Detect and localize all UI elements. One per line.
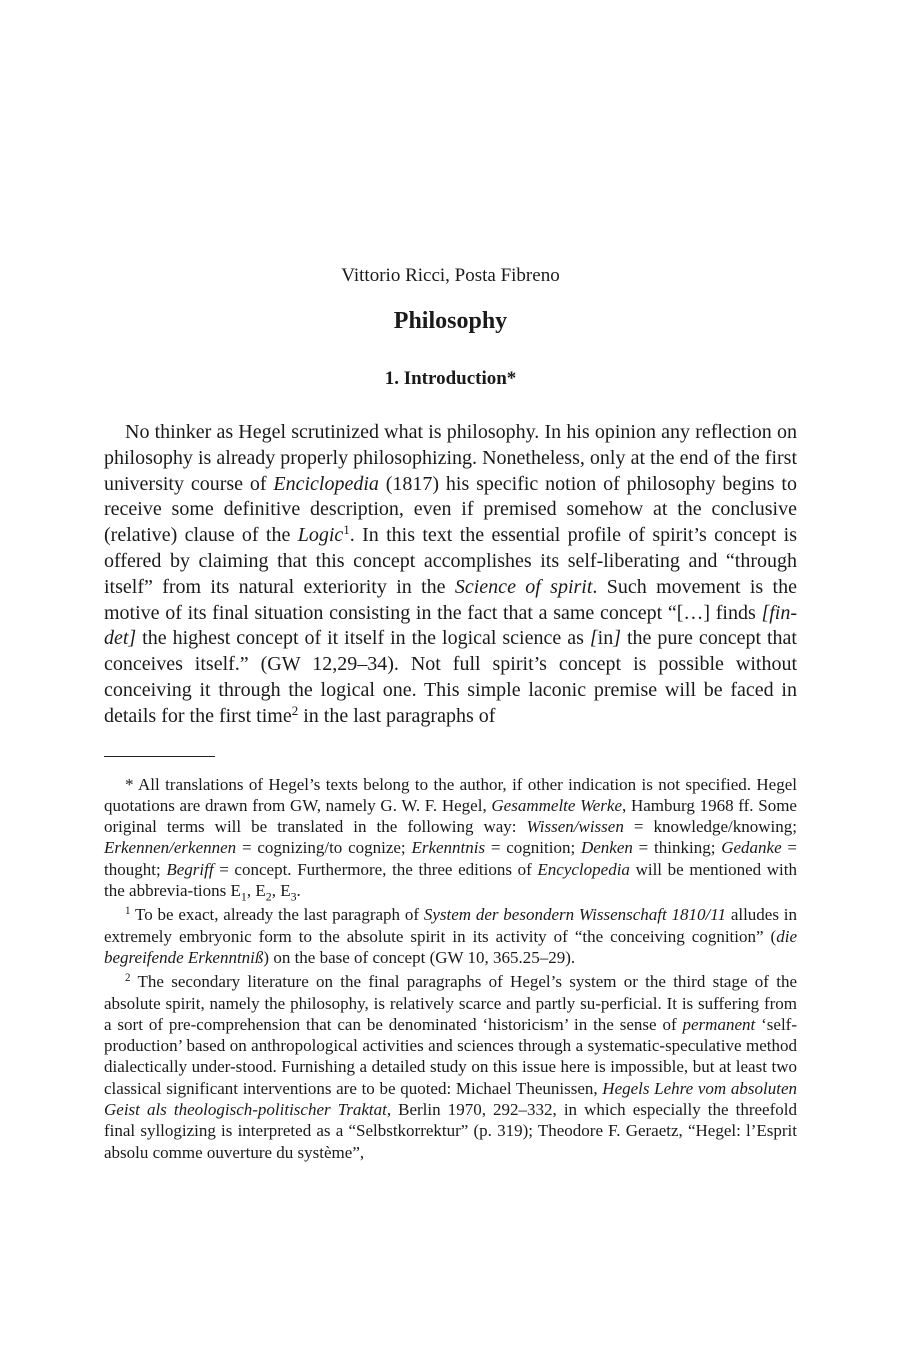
body-paragraph [104, 420, 797, 730]
footnote-number: 1 [125, 905, 131, 918]
italic-term: Science of spirit [454, 575, 593, 598]
text-span: in [597, 627, 614, 650]
text-span: No thinker as Hegel scrutinized what is philosophy. In his opinion any reflection on philosophy is already properly philosophizing. Nonetheless, only at the end of the first university course of [104, 421, 797, 495]
italic-term: [fin-det] [104, 601, 797, 650]
text-span: = knowledge/knowing; [623, 817, 797, 837]
footnote-number: 2 [125, 972, 131, 985]
footnotes [104, 774, 797, 1163]
text-span: ) on the base of concept (GW 10, 365.25–29). [263, 947, 576, 967]
text-span: , Berlin 1970, 292–332, in which especially the threefold final syllogizing is interpreted as a “Selbstkorrektur” (p. 319); Theodore F. Geraetz, “Hegel: l’Esprit absolu comme ouverture du système”, [104, 1100, 797, 1162]
text-span: alludes in extremely embryonic form to the absolute spirit in its activity of “the conceiving cognition” ( [104, 905, 797, 946]
text-span: , E [246, 881, 266, 901]
text-span: = cognizing/to cognize; [236, 838, 412, 858]
text-span: the highest concept of it itself in the logical science as [136, 627, 590, 650]
section-heading: 1. Introduction* [384, 368, 517, 389]
subscript: 2 [265, 889, 272, 904]
text-span: * All translations of Hegel’s texts belong to the author, if other indication is not specified. Hegel quotations are drawn from GW, namely G. W. F. Hegel, [104, 774, 797, 815]
italic-term: Encyclopedia [537, 859, 630, 879]
italic-term: die begreifende Erkenntniß [104, 926, 797, 967]
italic-term: Denken [580, 838, 633, 858]
text-span: . Such movement is the motive of its final situation consisting in the fact that a same concept “[…] finds [104, 575, 797, 624]
footnote-1 [104, 904, 797, 968]
text-span: The secondary literature on the final paragraphs of Hegel’s system or the third stage of the absolute spirit, namely the philosophy, is relatively scarce and partly su-perficial. It is suffering from a sort of pre-comprehension that can be denominated ‘historicism’ in the sense of [104, 972, 797, 1034]
text-span: = thinking; [632, 838, 722, 858]
italic-bracket: [ [589, 627, 598, 650]
text-span: in the last paragraphs of [298, 704, 496, 727]
text-span: . [296, 881, 301, 901]
italic-term: permanent [682, 1014, 756, 1034]
italic-term: Hegels Lehre vom absoluten Geist als theologisch-politischer Traktat [104, 1078, 797, 1120]
text-span: = cognition; [485, 838, 581, 858]
italic-term: Gedanke [721, 838, 782, 858]
italic-term: Begriff [166, 859, 214, 879]
text-span: = concept. Furthermore, the three editions of [213, 859, 538, 879]
text-span: To be exact, already the last paragraph of [130, 905, 424, 925]
italic-term: Enciclopedia [273, 472, 379, 495]
subscript: 1 [240, 889, 247, 904]
text-span: , E [271, 881, 291, 901]
footnote-2 [104, 971, 797, 1163]
italic-term: System der besondern Wissenschaft 1810/11 [423, 905, 727, 925]
footnote-divider [104, 756, 215, 757]
author-line: Vittorio Ricci, Posta Fibreno [341, 265, 560, 286]
text-span: ‘self-production’ based on anthropological activities and sciences through a systematic-speculative method dialectically under-stood. Furnishing a detailed study on this issue here is impossible, but at least two classical significant interventions are to be quoted: Michael Theunissen, [104, 1014, 797, 1098]
text-span: will be mentioned with the abbrevia-tions E [104, 859, 797, 901]
footnote-ref: 2 [291, 702, 299, 718]
footnote-ref: 1 [343, 522, 350, 538]
text-span: = thought; [104, 838, 798, 879]
italic-term: Erkennen/erkennen [104, 838, 237, 858]
text-span: (1817) his specific notion of philosophy begins to receive some definitive description, even if premised somehow at the conclusive (relative) clause of the [104, 472, 797, 547]
italic-term: Logic [297, 524, 344, 547]
italic-term: Gesammelte Werke [491, 795, 622, 815]
text-span: , Hamburg 1968 ff. Some original terms will be translated in the following way: [104, 795, 797, 837]
italic-term: Erkenntnis [411, 838, 486, 858]
text-span: the pure concept that conceives itself.” (GW 12,29–34). Not full spirit’s concept is possible without conceiving it through the logical one. This simple laconic premise will be faced in details for the first time [104, 627, 797, 727]
footnote-star [104, 774, 797, 902]
page [104, 262, 797, 1166]
text-span: . In this text the essential profile of spirit’s concept is offered by claiming that this concept accomplishes its self-liberating and “through itself” from its natural exteriority in the [104, 524, 797, 598]
subscript: 3 [290, 889, 297, 904]
italic-term: Wissen/wissen [526, 817, 624, 837]
italic-bracket: ] [613, 627, 621, 650]
paper-title: Philosophy [393, 308, 508, 334]
